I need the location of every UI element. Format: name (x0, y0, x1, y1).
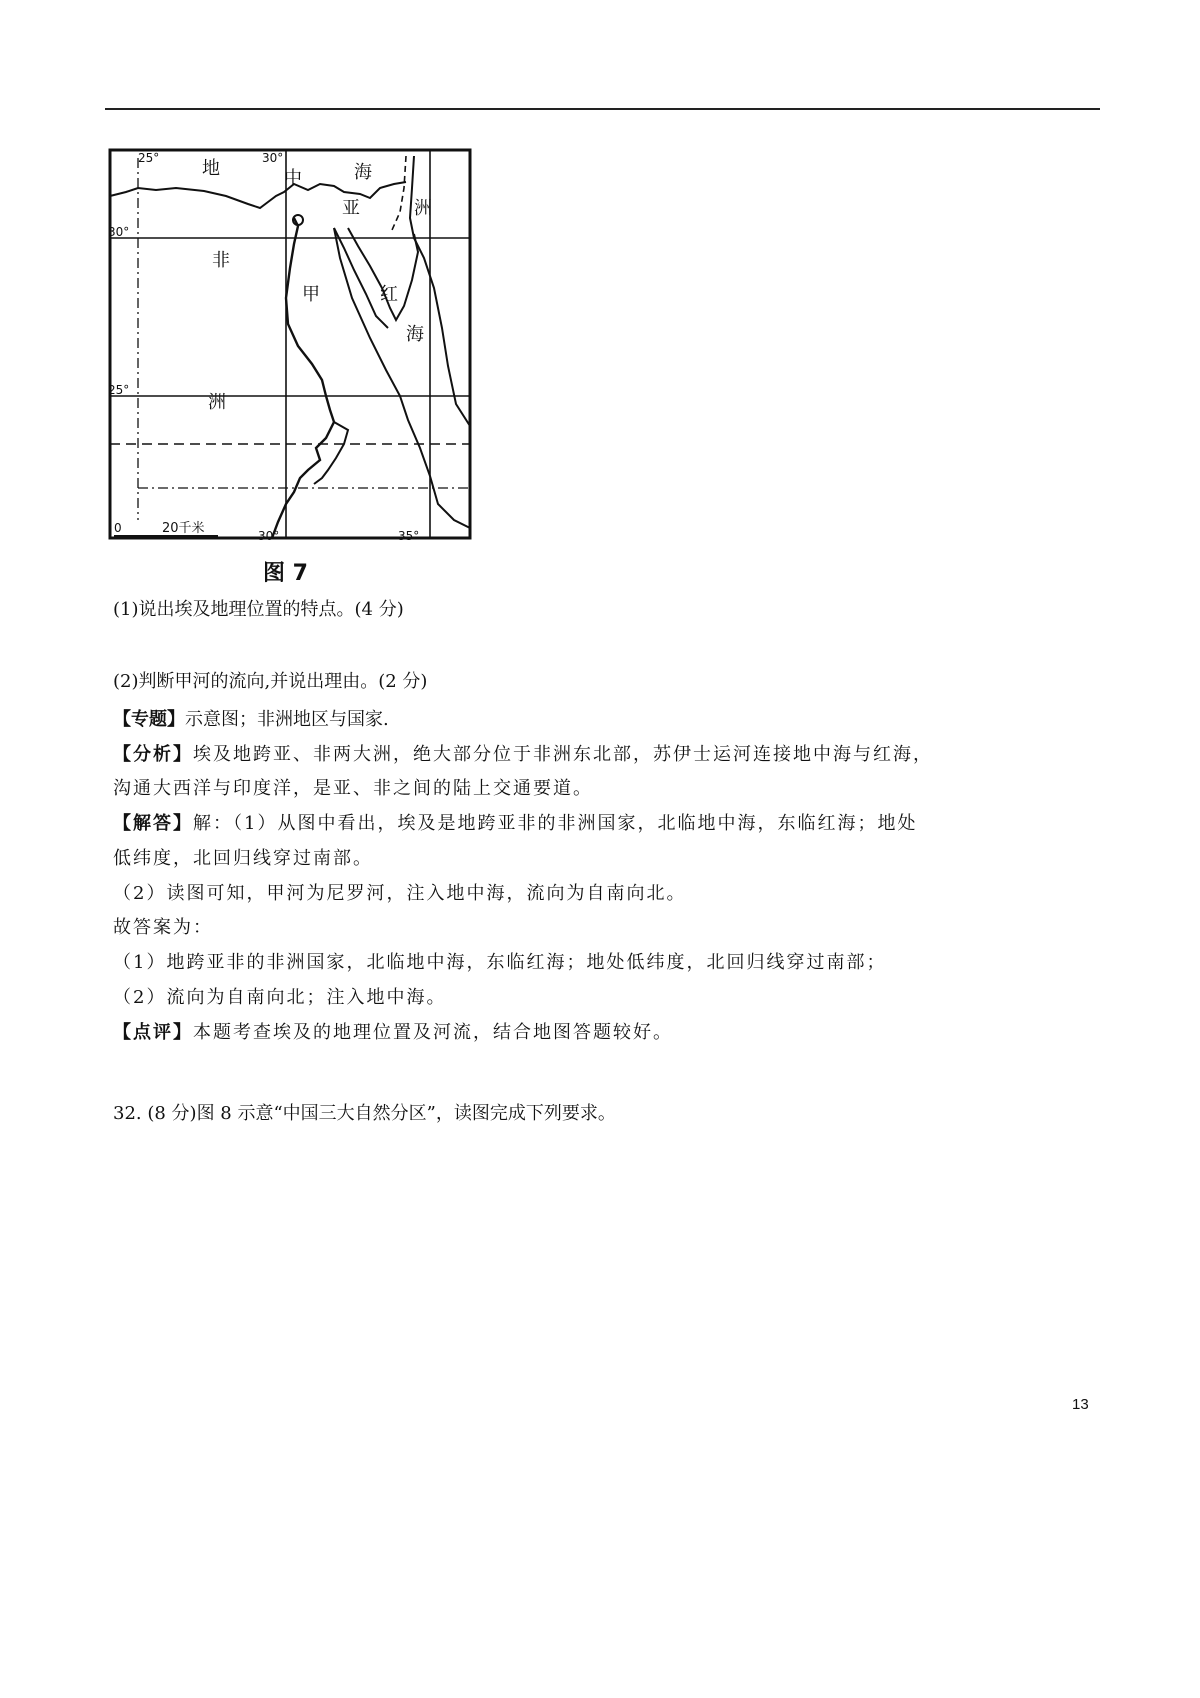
nile-river (272, 218, 334, 538)
lake-nasser (314, 422, 348, 484)
label-hai-top: 海 (354, 162, 372, 183)
figure-caption: 图 7 (263, 561, 308, 586)
label-ya: 亚 (342, 198, 360, 219)
egypt-map (108, 148, 472, 540)
label-hong: 红 (380, 284, 398, 305)
analysis-line-2: 沟通大西洋与印度洋，是亚、非之间的陆上交通要道。 (113, 778, 593, 799)
topic-line (113, 708, 389, 732)
coord-lon30-top: 30° (262, 151, 284, 165)
comment-line (113, 1021, 673, 1045)
analysis-text-1: 埃及地跨亚、非两大洲，绝大部分位于非洲东北部，苏伊士运河连接地中海与红海， (193, 744, 933, 765)
label-zhong: 中 (284, 168, 302, 189)
label-zhou-left: 洲 (208, 392, 226, 413)
coord-lon35: 35° (398, 529, 420, 540)
solution-line-2: 低纬度，北回归线穿过南部。 (113, 848, 373, 869)
gulf-suez-west (334, 228, 388, 328)
answer-line-1: （1）地跨亚非的非洲国家，北临地中海，东临红海；地处低纬度，北回归线穿过南部； (113, 952, 887, 973)
solution-text-1: 解：（1）从图中看出，埃及是地跨亚非的非洲国家，北临地中海，东临红海；地处 (193, 813, 918, 834)
answer-line-2: （2）流向为自南向北；注入地中海。 (113, 987, 447, 1008)
question-1: (1)说出埃及地理位置的特点。(4 分) (113, 599, 404, 620)
solution-line-3: （2）读图可知，甲河为尼罗河，注入地中海，流向为自南向北。 (113, 883, 687, 904)
coord-lon30-bottom: 30° (258, 529, 280, 540)
label-di: 地 (202, 158, 220, 179)
solution-line-1 (113, 812, 917, 836)
asia-border (392, 156, 406, 230)
coord-lat25: 25° (108, 383, 130, 397)
coord-lon25: 25° (138, 151, 160, 165)
analysis-line-1 (113, 743, 933, 767)
question-32: 32. (8 分)图 8 示意“中国三大自然分区”，读图完成下列要求。 (113, 1103, 616, 1124)
answer-heading: 故答案为： (113, 917, 213, 938)
mediterranean-coast (110, 182, 406, 208)
scale-zero: 0 (114, 521, 122, 535)
page-number: 13 (1072, 1396, 1089, 1413)
header-rule (105, 108, 1100, 110)
label-hai-red: 海 (406, 324, 424, 345)
red-sea-east-coast (410, 156, 470, 426)
label-zhou-right: 洲 (414, 198, 432, 219)
scale-distance: 20千米 (162, 521, 205, 536)
topic-tag: 【专题】 (113, 709, 185, 730)
topic-text: 示意图；非洲地区与国家. (185, 709, 389, 730)
sinai-coast (348, 228, 418, 320)
label-fei: 非 (212, 250, 230, 271)
comment-text: 本题考查埃及的地理位置及河流，结合地图答题较好。 (193, 1022, 673, 1043)
coord-lat30: 30° (108, 225, 130, 239)
solution-tag: 【解答】 (113, 813, 193, 834)
analysis-tag: 【分析】 (113, 744, 193, 765)
label-jia: 甲 (302, 284, 320, 305)
comment-tag: 【点评】 (113, 1022, 193, 1043)
question-2: (2)判断甲河的流向,并说出理由。(2 分) (113, 671, 428, 692)
